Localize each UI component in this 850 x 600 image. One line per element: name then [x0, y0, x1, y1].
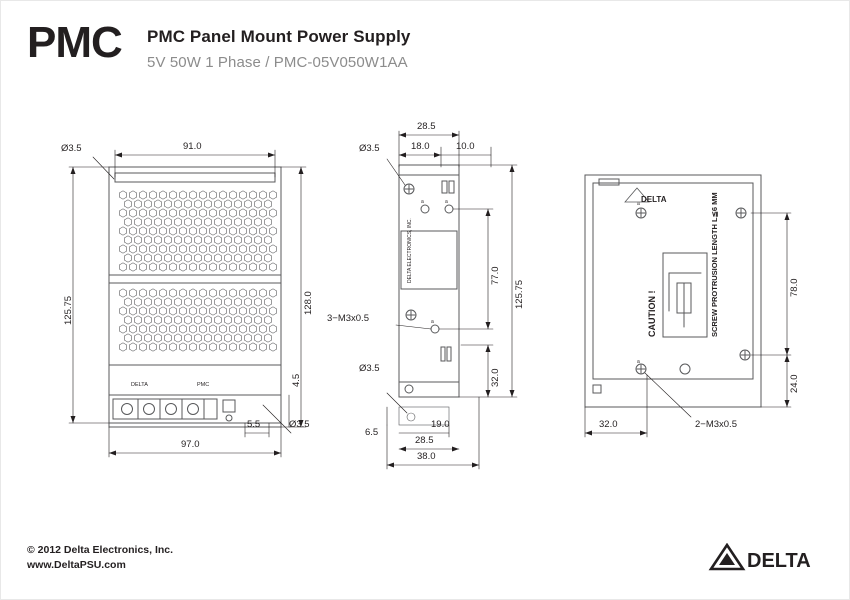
dim-side-inner-top: 18.0 — [411, 141, 430, 152]
side-hole-mark-a3: a — [431, 319, 434, 325]
dim-side-right-top: 10.0 — [456, 141, 475, 152]
front-delta-mark: DELTA — [131, 382, 148, 388]
dim-rear-height-lower: 24.0 — [789, 374, 800, 393]
pmc-logo: PMC — [27, 18, 122, 67]
side-hole-mark-a1: a — [421, 199, 424, 205]
rear-view — [585, 175, 761, 407]
dim-side-hole-dia-lower: Ø3.5 — [359, 363, 380, 374]
side-delta-mark: DELTA ELECTRONICS, INC. — [407, 218, 413, 283]
delta-logo — [707, 543, 827, 577]
front-pmc-mark: PMC — [197, 382, 210, 388]
screw-note-label: SCREW PROTRUSION LENGTH L≦6 MM — [710, 192, 719, 337]
dim-side-bottom-28-5: 28.5 — [415, 435, 434, 446]
dim-front-bracket-height: 4.5 — [291, 373, 302, 387]
page-subtitle: 5V 50W 1 Phase / PMC-05V050W1AA — [147, 54, 408, 71]
dim-front-width-bottom: 97.0 — [181, 439, 200, 450]
delta-logo-text: DELTA — [747, 550, 811, 572]
dim-side-height-lower: 32.0 — [490, 368, 501, 387]
dim-side-bottom-inner: 19.0 — [431, 419, 450, 430]
dim-front-terminal-offset: 5.5 — [247, 419, 261, 430]
dim-front-hole-dia-bottom-right: Ø3.5 — [289, 419, 310, 430]
dim-front-height-right: 128.0 — [303, 291, 314, 315]
dim-side-height-right-inner: 77.0 — [490, 266, 501, 285]
rear-hole-mark-a2: a — [637, 359, 640, 365]
dim-front-height-left: 125.75 — [63, 295, 74, 325]
svg-text:DELTA: DELTA — [641, 195, 667, 204]
dim-side-hole-dia-top: Ø3.5 — [359, 143, 380, 154]
copyright-line: © 2012 Delta Electronics, Inc. — [27, 544, 174, 556]
dim-side-overall-top: 28.5 — [417, 121, 436, 132]
dim-front-hole-dia-top-left: Ø3.5 — [61, 143, 82, 154]
title-block — [147, 27, 411, 71]
dim-front-width-inner: 91.0 — [183, 141, 202, 152]
front-view — [109, 167, 281, 427]
website-link[interactable]: www.DeltaPSU.com — [27, 559, 126, 572]
side-hole-mark-a2: a — [445, 199, 448, 205]
dim-side-bottom-overall: 38.0 — [417, 451, 436, 462]
rear-hole-mark-a: a — [637, 201, 640, 207]
page-title: PMC Panel Mount Power Supply — [147, 27, 411, 46]
dim-side-bottom-offset: 6.5 — [365, 427, 379, 438]
dim-rear-screw-callout: 2−M3x0.5 — [695, 419, 737, 430]
dim-side-height-right-outer: 125.75 — [514, 279, 525, 309]
mechanical-drawing — [1, 97, 850, 497]
footer-text — [27, 543, 173, 573]
dim-rear-height-upper: 78.0 — [789, 278, 800, 297]
dim-side-screw-callout: 3−M3x0.5 — [327, 313, 369, 324]
dim-rear-bottom-left: 32.0 — [599, 419, 618, 430]
caution-label: CAUTION ! — [647, 290, 657, 337]
